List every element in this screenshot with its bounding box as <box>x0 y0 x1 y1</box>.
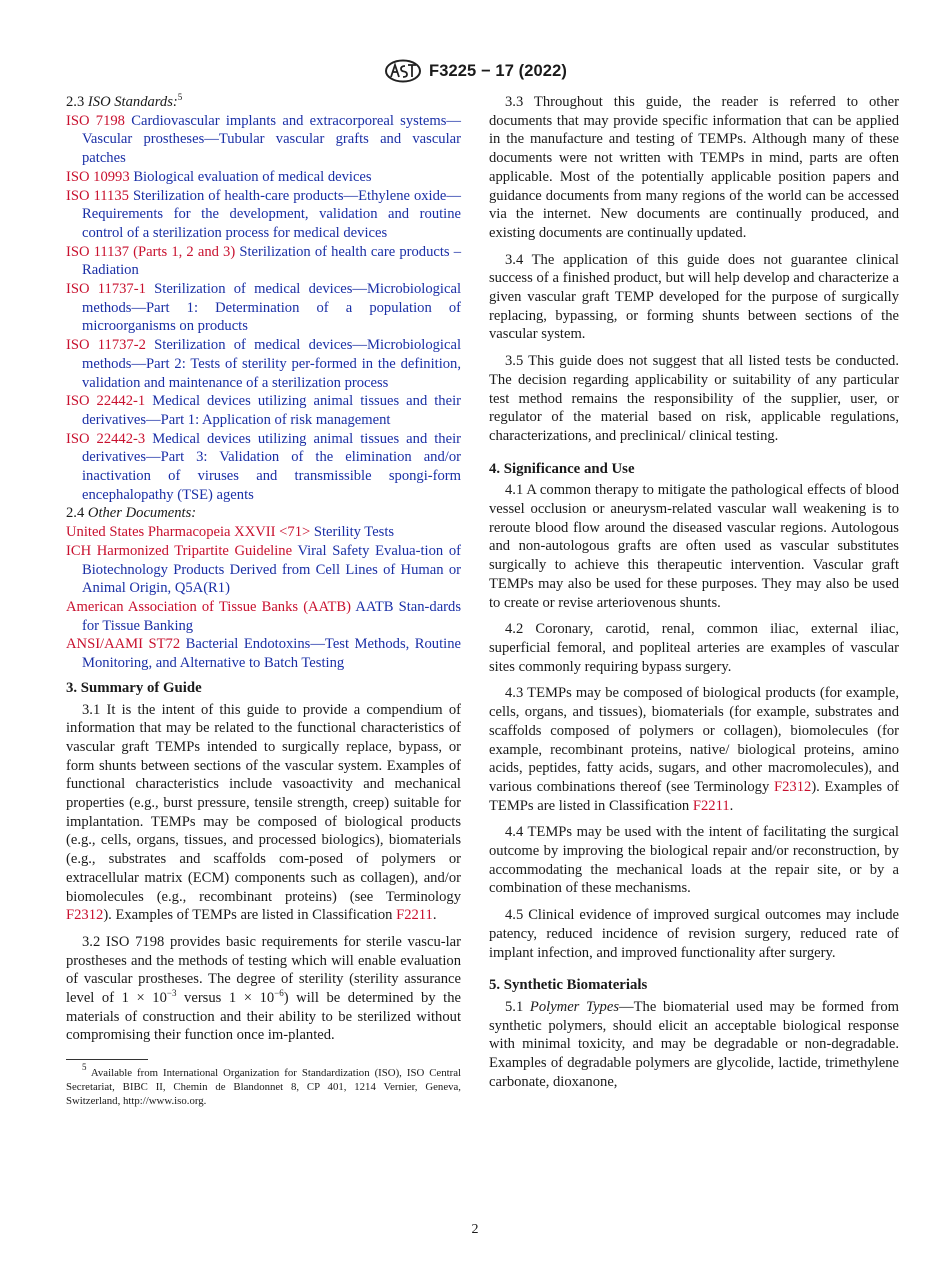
subsection-number: 2.3 <box>66 94 85 110</box>
subsection-2-3 <box>66 93 461 112</box>
right-column <box>489 93 899 1099</box>
subsection-title: Other Documents: <box>87 505 197 522</box>
document-designation: F3225 − 17 (2022) <box>429 61 567 80</box>
paragraph-text: . <box>432 907 437 924</box>
reference-code-link[interactable]: ISO 11135 <box>66 187 129 204</box>
page-header <box>0 58 950 84</box>
section-heading-5: 5. Synthetic Biomaterials <box>489 977 648 994</box>
reference-code-link[interactable]: ANSI/AAMI ST72 <box>66 636 181 653</box>
subsection-2-4 <box>66 504 461 523</box>
reference-title: Sterility Tests <box>313 524 395 541</box>
reference-title: Viral Safety Evalua-tion of Biotechnology Products Derived from Cell Lines of Human or Animal Origin, Q5A(R1) <box>82 542 462 597</box>
reference-title: Sterilization of health-care products—Ethylene oxide—Requirements for the development, validation and routine control of a sterilization process for medical devices <box>82 187 461 241</box>
reference-code-link[interactable]: ISO 7198 <box>66 112 125 129</box>
reference-item <box>66 243 461 280</box>
paragraph-text: ). Examples of TEMPs are listed in Classification <box>489 778 899 814</box>
standard-link-f2312[interactable]: F2312 <box>66 907 104 924</box>
reference-item <box>66 168 461 187</box>
reference-code-link[interactable]: ISO 11737-2 <box>66 337 146 354</box>
reference-title: Biological evaluation of medical devices <box>133 168 372 185</box>
paragraph-text: ). Examples of TEMPs are listed in Classification <box>103 907 397 924</box>
paragraph-text: ) will be determined by the materials of construction and their ability to be sterilized without compromising their function once im-planted. <box>66 990 461 1044</box>
exponent: −3 <box>166 988 177 999</box>
standard-link-f2211[interactable]: F2211 <box>396 907 433 924</box>
paragraph-italic-title: Polymer Types <box>529 998 620 1015</box>
reference-item <box>66 523 461 542</box>
paragraph-4-5: 4.5 Clinical evidence of improved surgical outcomes may include patency, reduced incidence of revision surgery, reduced rate of implant infection, and improved functionality after surgery. <box>489 907 899 961</box>
reference-title: Sterilization of health care products – Radiation <box>82 243 462 279</box>
paragraph-3-2 <box>66 933 461 1045</box>
paragraph-text: 3.2 ISO 7198 provides basic requirements for sterile vascu-lar prostheses and the methods of testing which will enable evaluation of vascular prostheses. The degree of sterility (sterility assurance level of 1 × 10 <box>66 933 461 1007</box>
left-column <box>66 93 461 1108</box>
standard-link-f2211[interactable]: F2211 <box>692 797 730 814</box>
reference-item <box>66 280 461 336</box>
paragraph-3-5: 3.5 This guide does not suggest that all listed tests be conducted. The decision regarding applicability or suitability of any particular test method remains the responsibility of the supplier, user, or regulator of the material based on risk, applicable regulations, characterizations, and preclinical/ clinical testing. <box>489 353 899 444</box>
reference-item <box>66 598 461 635</box>
paragraph-4-4: 4.4 TEMPs may be used with the intent of facilitating the surgical outcome by improving the biological repair and/or reconstruction, by accommodating the mechanical loads at the repair site, or by a combination of these mechanisms. <box>489 824 899 897</box>
reference-item <box>66 392 461 429</box>
reference-title: Sterilization of medical devices—Microbiological methods—Part 2: Tests of sterility per-formed in the definition, validation and maintenance of a sterilization process <box>82 337 461 391</box>
paragraph-text: —The biomaterial used may be formed from synthetic polymers, should elicit an acceptable biological response with minimal toxicity, and may be degradable or non-degradable. Examples of degradable polymers are glycolide, lactide, trimethylene carbonate, dioxanone, <box>489 998 899 1090</box>
standard-link-f2312[interactable]: F2312 <box>774 778 812 795</box>
reference-item <box>66 635 461 672</box>
paragraph-text: . <box>729 797 734 814</box>
paragraph-3-1 <box>66 701 461 925</box>
paragraph-4-2: 4.2 Coronary, carotid, renal, common iliac, external iliac, superficial femoral, and popliteal arteries are examples of vascular sites commonly requiring bypass surgery. <box>489 621 899 675</box>
reference-title: Cardiovascular implants and extracorporeal systems—Vascular prostheses—Tubular vascular grafts and vascular patches <box>82 112 461 167</box>
reference-code-link[interactable]: ISO 11737-1 <box>66 281 146 298</box>
reference-code-link[interactable]: ICH Harmonized Tripartite Guideline <box>66 542 293 559</box>
paragraph-text: versus 1 × 10 <box>176 990 275 1007</box>
reference-item <box>66 336 461 392</box>
reference-code-link[interactable]: ISO 22442-3 <box>66 430 146 447</box>
paragraph-5-1 <box>489 998 899 1092</box>
reference-code-link[interactable]: ISO 10993 <box>66 168 130 185</box>
section-heading-4: 4. Significance and Use <box>489 460 635 477</box>
footnote-divider <box>66 1059 148 1060</box>
footnote <box>66 1062 462 1108</box>
paragraph-3-3: 3.3 Throughout this guide, the reader is referred to other documents that may provide specific information that can be applied in the manufacture and testing of TEMPs. Although many of these documents were not written with TEMPs in mind, parts are often applicable. Most of the potentially applicable position papers and guidance documents from many regions of the world can be accessed via the internet. New documents are continually produced, and existing documents are continually updated. <box>489 94 899 241</box>
reference-item <box>66 112 461 168</box>
footnote-marker: 5 <box>177 92 183 102</box>
paragraph-4-3 <box>489 684 899 815</box>
exponent: −6 <box>274 988 284 999</box>
reference-code-link[interactable]: United States Pharmacopeia XXVII <71> <box>66 524 311 541</box>
paragraph-3-4: 3.4 The application of this guide does not guarantee clinical success of a finished product, but will help develop and characterize a given vascular graft TEMP developed for the purpose of surgically replacing, bypassing, or forming shunts between sections of the vascular system. <box>489 251 899 343</box>
reference-title: Sterilization of medical devices—Microbiological methods—Part 1: Determination of a population of microorganisms on products <box>82 281 461 335</box>
reference-title: Bacterial Endotoxins—Test Methods, Routine Monitoring, and Alternative to Batch Testing <box>82 636 461 672</box>
reference-item <box>66 187 461 243</box>
section-heading-3: 3. Summary of Guide <box>66 679 202 696</box>
astm-logo-icon <box>383 59 423 83</box>
reference-code-link[interactable]: ISO 11137 (Parts 1, 2 and 3) <box>66 243 236 260</box>
footnote-number: 5 <box>82 1062 87 1073</box>
reference-code-link[interactable]: American Association of Tissue Banks (AATB) <box>66 598 352 615</box>
reference-item <box>66 542 461 598</box>
footnote-text: Available from International Organization for Standardization (ISO), ISO Central Secretariat, BIBC II, Chemin de Blandonnet 8, CP 401, 1214 Vernier, Geneva, Switzerland, http://www.iso.org. <box>66 1067 462 1108</box>
paragraph-text: 3.1 It is the intent of this guide to provide a compendium of information that may be related to the functional characteristics of vascular graft TEMPs intended to surgically replace, bypass, or form shunts between sections of the vascular system. Examples of functional characteristics include vasoactivity and mechanical properties (e.g., burst pressure, tensile strength, creep) suitable for implantation. TEMPs may be composed of biological products (e.g., cells, organs, tissues, and processed biologics), biomaterials (e.g., substrates and scaffolds com-posed of polymers or extracellular matrix (ECM) components such as collagen), and/or biomolecules (e.g., recombinant proteins) (see Terminology <box>66 701 461 905</box>
page-number: 2 <box>471 1222 479 1237</box>
paragraph-number: 5.1 <box>505 998 530 1015</box>
paragraph-text: 4.3 TEMPs may be composed of biological products (for example, cells, organs, and tissues), biomaterials (for example, substrates and scaffolds composed of polymers or collagen), biomolecules (for example, recombinant proteins, native/ biological proteins, amino acids, peptides, fatty acids, sugars, and other macromolecules), and various combinations thereof (see Terminology <box>489 685 899 795</box>
reference-title: Medical devices utilizing animal tissues and their derivatives—Part 1: Application of risk management <box>82 393 461 428</box>
reference-item <box>66 430 461 505</box>
reference-code-link[interactable]: ISO 22442-1 <box>66 393 146 410</box>
reference-title: AATB Stan-dards for Tissue Banking <box>82 598 462 634</box>
subsection-number: 2.4 <box>66 505 85 522</box>
paragraph-4-1: 4.1 A common therapy to mitigate the pathological effects of blood vessel occlusion or aneurysm-related vascular wall weakening is to reroute blood flow around the diseased vascular regions. Autologous and non-autologous grafts are often used as vascular substitutes surgically to achieve this therapeutic intervention. Vascular graft TEMPs may also be used for these purposes. They may also be used to create or revise arteriovenous shunts. <box>489 482 899 611</box>
subsection-title: ISO Standards: <box>87 94 178 110</box>
reference-title: Medical devices utilizing animal tissues and their derivatives—Part 3: Validation of the elimination and/or inactivation of viruses and transmissible spongi-form encephalopathy (TSE) agents <box>82 430 461 503</box>
